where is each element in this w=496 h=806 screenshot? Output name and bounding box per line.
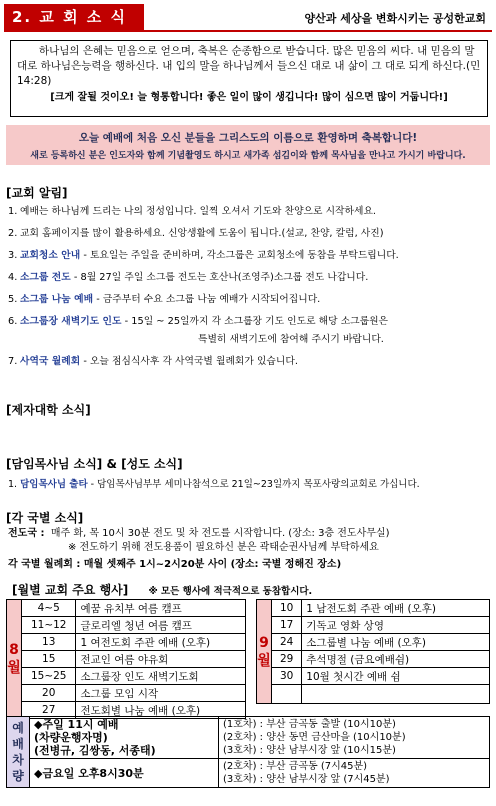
table-row: 8 월 4~5 예꿈 유치부 여름 캠프 (7, 600, 246, 617)
section-department-news: [각 국별 소식] (6, 511, 84, 525)
news-item-head: 사역국 월례회 (20, 356, 81, 367)
table-row: 15 전교인 여름 야유회 (7, 651, 246, 668)
church-news-list (8, 205, 490, 377)
month-label-august: 8 월 (7, 600, 22, 719)
news-item: 2. 교회 홈페이지를 많이 활용하세요. 신앙생활에 도움이 됩니다.(설교, 찬양, 칼럼, 사진) (8, 228, 384, 239)
section-pastor-news: [담임목사님 소식] & [성도 소식] (6, 457, 183, 471)
news-item: 4. 소그룹 전도 - 8월 27일 주일 소그룹 전도는 호산나(조영주)소그룹 전도 나갑니다. (8, 272, 369, 283)
evangelism-label: 전도국 : (8, 528, 45, 539)
table-row: 13 1 여전도회 주관 예배 (오후) (7, 634, 246, 651)
sunday-routes: (1호차) : 부산 금곡동 출발 (10시10분) (2호차) : 양산 동면 금산마을 (10시10분) (3호차) : 양산 남부시장 앞 (10시15분) (219, 717, 490, 759)
september-events-table (256, 599, 490, 704)
table-row: 17 기독교 영화 상영 (257, 617, 490, 634)
welcome-banner (6, 125, 490, 165)
table-row (7, 759, 490, 788)
verse-motto: [크게 잘될 것이오! 늘 형통합니다! 좋은 일이 많이 생깁니다! 많이 심으면 많이 거둡니다!] (50, 92, 448, 103)
news-item-head: 소그룹 나눔 예배 (20, 294, 94, 305)
bus-schedule-table (6, 716, 490, 788)
pastor-news-head: 담임목사님 출타 (20, 479, 88, 490)
table-row: 27 전도회별 나눔 예배 (오후) (7, 702, 246, 719)
table-row: 11~12 글로리엘 청년 여름 캠프 (7, 617, 246, 634)
news-item: 5. 소그룹 나눔 예배 - 금주부터 수요 소그룹 나눔 예배가 시작되어집니다. (8, 294, 321, 305)
table-row: 29 추석명절 (금요예배쉼) (257, 651, 490, 668)
month-label-september: 9 월 (257, 600, 272, 704)
news-item-head: 교회청소 안내 (20, 250, 81, 261)
welcome-line-2: 새로 등록하신 분은 인도자와 함께 기념촬영도 하시고 새가족 섬김이와 함께 목사님을 만나고 가시기 바랍니다. (30, 151, 466, 161)
evangelism-text: 매주 화, 목 10시 30분 전도 및 차 전도를 시작합니다. (장소: 3층 전도사무실) (50, 528, 390, 539)
news-item: 6. 소그룹장 새벽기도 인도 - 15일 ~ 25일까지 각 소그룹장 기도 인도로 해당 소그룹원은 특별히 새벽기도에 참여해 주시기 바랍니다. (8, 316, 389, 345)
events-heading (12, 581, 312, 598)
evangelism-note: ※ 전도하기 위해 전도용품이 필요하신 분은 곽태순권사님께 부탁하세요 (68, 542, 379, 553)
section-disciple-college: [제자대학 소식] (6, 403, 91, 417)
friday-routes: (2호차) : 부산 금곡동 (7시45분) (3호차) : 양산 남부시장 앞 (7시45분) (219, 759, 490, 788)
monthly-meeting: 각 국별 월례회 : 매월 셋째주 1시~2시20분 사이 (장소: 국별 정해진 장소) (8, 559, 342, 570)
news-item-head: 소그룹장 새벽기도 인도 (20, 316, 122, 327)
news-item-head: 소그룹 전도 (20, 272, 71, 283)
news-item: 1. 예배는 하나님께 드리는 나의 정성입니다. 일찍 오셔서 기도와 찬양으로 시작하세요. (8, 206, 377, 217)
table-row (257, 685, 490, 704)
department-news (8, 527, 490, 572)
pastor-news-item: 1. 담임목사님 출타 - 담임목사님부부 세미나참석으로 21일~23일까지 목포사랑의교회로 가십니다. (8, 479, 420, 490)
verse-box (10, 40, 488, 117)
bus-label: 예 배 차 량 (7, 717, 30, 788)
news-item: 7. 사역국 월례회 - 오늘 점심식사후 각 사역국별 월례회가 있습니다. (8, 356, 298, 367)
news-item: 3. 교회청소 안내 - 토요일는 주일을 준비하며, 각소그룹은 교회청소에 동참을 부탁드립니다. (8, 250, 399, 261)
table-row: 20 소그룹 모임 시작 (7, 685, 246, 702)
page-header (4, 4, 492, 32)
events-note: ※ 모든 행사에 적극적으로 동참합시다. (148, 586, 313, 597)
page-title: 2. 교 회 소 식 (4, 4, 144, 30)
church-slogan: 양산과 세상을 변화시키는 공성한교회 (304, 12, 486, 25)
verse-text: 하나님의 은혜는 믿음으로 얻으며, 축복은 순종함으로 받습니다. 많은 믿음의 씨다. 내 믿음의 말대로 하나님은능력을 행하신다. 내 입의 말을 하나님께서 들으신 대로 내 삶이 그 대로 되게 하신다.(민 14:28) (17, 45, 481, 87)
table-row: 24 소그룹별 나눔 예배 (오후) (257, 634, 490, 651)
events-title: [월별 교회 주요 행사] (12, 583, 129, 597)
friday-service-info: ◆금요일 오후8시30분 (30, 759, 219, 788)
august-events-table (6, 599, 246, 719)
welcome-line-1: 오늘 예배에 처음 오신 분들을 그리스도의 이름으로 환영하며 축복합니다! (78, 132, 418, 144)
section-church-news: [교회 알림] (6, 186, 68, 200)
table-row: 9 월 10 1 남전도회 주관 예배 (오후) (257, 600, 490, 617)
table-row: 30 10월 첫시간 예배 쉼 (257, 668, 490, 685)
table-row: 15~25 소그룹장 인도 새벽기도회 (7, 668, 246, 685)
sunday-service-info: ◆주일 11시 예배 (차량운행자명) (전병규, 김쌍동, 서종태) (30, 717, 219, 759)
table-row (7, 717, 490, 759)
